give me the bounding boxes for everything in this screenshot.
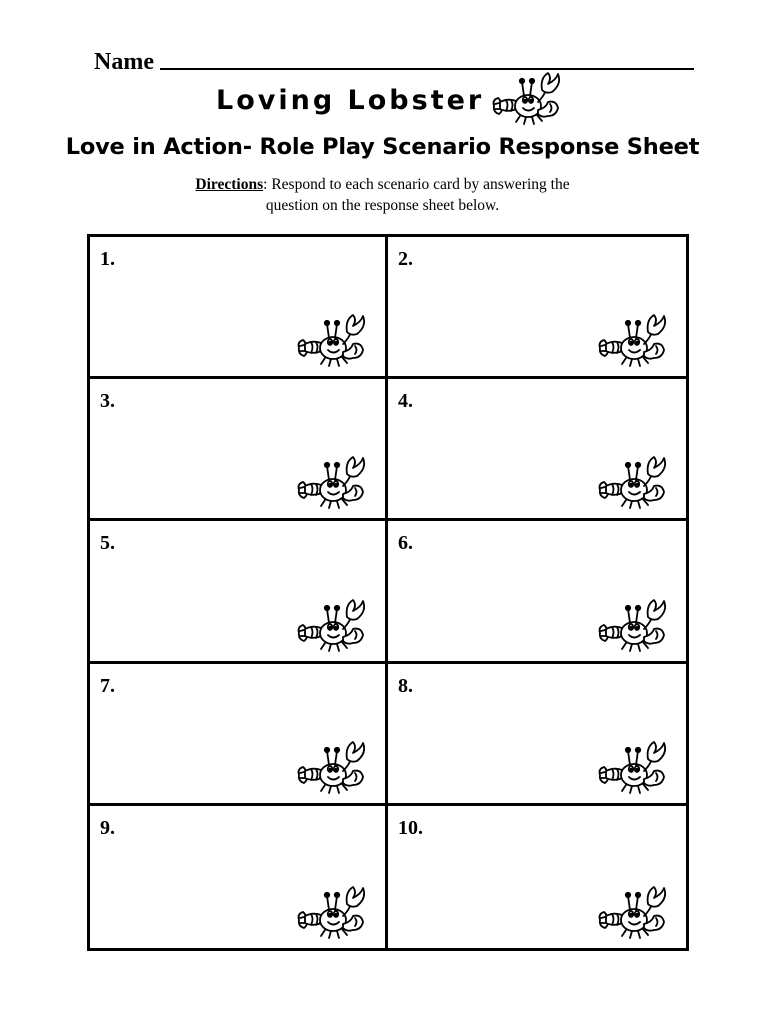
response-grid xyxy=(87,234,689,951)
name-label: Name xyxy=(94,49,154,75)
cell-number: 2. xyxy=(398,248,413,270)
response-cell[interactable] xyxy=(90,379,388,521)
response-cell[interactable] xyxy=(90,237,388,379)
page-subtitle: Love in Action- Role Play Scenario Response Sheet xyxy=(65,134,700,160)
response-cell[interactable] xyxy=(388,521,686,663)
cell-number: 10. xyxy=(398,816,423,839)
cell-number: 5. xyxy=(100,532,115,555)
response-cell[interactable] xyxy=(388,237,686,379)
lobster-icon xyxy=(295,739,375,799)
cell-number: 6. xyxy=(398,532,413,555)
lobster-icon xyxy=(295,884,375,944)
cell-number: 9. xyxy=(100,816,115,839)
directions-text-2: question on the response sheet below. xyxy=(265,197,500,214)
directions xyxy=(0,174,765,216)
lobster-icon xyxy=(596,454,676,514)
cell-number: 7. xyxy=(100,674,115,697)
lobster-icon xyxy=(596,739,676,799)
lobster-icon xyxy=(596,312,676,372)
lobster-icon xyxy=(295,312,375,372)
response-cell[interactable] xyxy=(90,521,388,663)
response-cell[interactable] xyxy=(90,664,388,806)
lobster-icon xyxy=(295,454,375,514)
title-row xyxy=(0,76,765,134)
lobster-icon xyxy=(596,884,676,944)
response-cell[interactable] xyxy=(388,664,686,806)
cell-number: 4. xyxy=(398,390,413,413)
page-title: Loving Lobster xyxy=(216,85,485,116)
cell-number: 8. xyxy=(398,674,413,697)
lobster-icon xyxy=(596,597,676,657)
response-cell[interactable] xyxy=(388,806,686,948)
response-cell[interactable] xyxy=(388,379,686,521)
lobster-icon xyxy=(488,70,572,130)
cell-number: 3. xyxy=(100,390,115,413)
response-cell[interactable] xyxy=(90,806,388,948)
name-field[interactable] xyxy=(160,42,694,70)
directions-line-1 xyxy=(0,174,765,195)
name-row xyxy=(94,40,694,74)
cell-number: 1. xyxy=(100,248,115,270)
directions-text-1: : Respond to each scenario card by answering the xyxy=(263,176,570,193)
lobster-icon xyxy=(295,597,375,657)
directions-label: Directions xyxy=(195,176,264,193)
